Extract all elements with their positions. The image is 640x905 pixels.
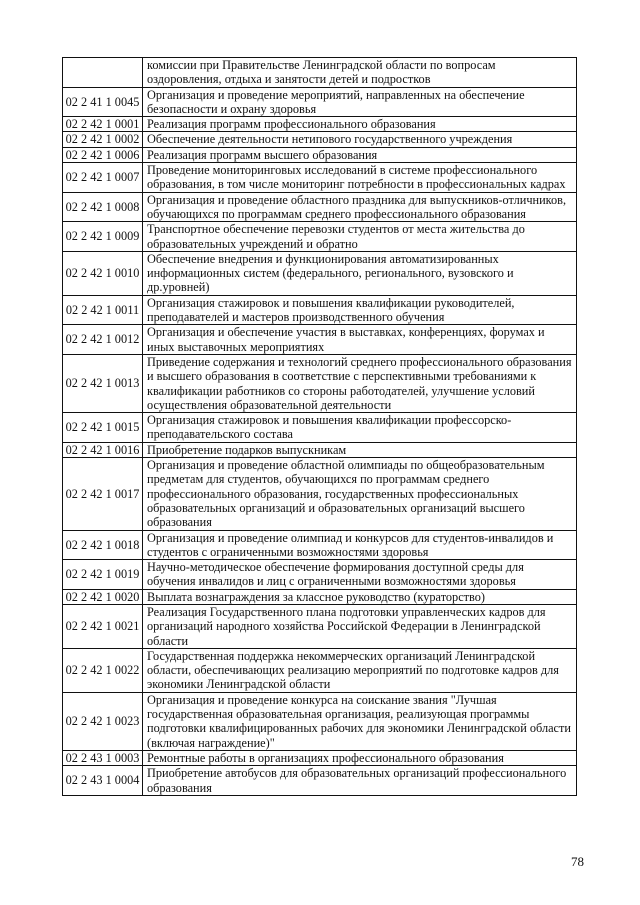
code-cell: 02 2 42 1 0001 (63, 117, 143, 132)
budget-codes-table (62, 57, 577, 796)
description-cell: Организация и проведение областной олимпиады по общеобразовательным предметам для студентов, обучающихся по программам среднего профессионального образования, государственных профессиональных образовательных организаций и образовательных организаций высшего образования (143, 458, 577, 530)
description-cell: Приобретение автобусов для образовательных организаций профессионального образования (143, 766, 577, 796)
description-cell: Проведение мониторинговых исследований в системе профессионального образования, в том числе мониторинг потребности в профессиональных кадрах (143, 163, 577, 193)
table-row (63, 354, 577, 412)
description-cell: Реализация программ профессионального образования (143, 117, 577, 132)
code-cell: 02 2 42 1 0013 (63, 354, 143, 412)
description-cell: Государственная поддержка некоммерческих организаций Ленинградской области, обеспечивающих реализацию мероприятий по подготовке кадров для экономики Ленинградской области (143, 648, 577, 692)
code-cell: 02 2 42 1 0011 (63, 295, 143, 325)
table-row (63, 442, 577, 457)
code-cell: 02 2 42 1 0010 (63, 251, 143, 295)
code-cell: 02 2 42 1 0012 (63, 325, 143, 355)
code-cell (63, 58, 143, 88)
table-row (63, 692, 577, 750)
code-cell: 02 2 43 1 0004 (63, 766, 143, 796)
table-row (63, 222, 577, 252)
table-row (63, 413, 577, 443)
code-cell: 02 2 42 1 0022 (63, 648, 143, 692)
description-cell: Организация и обеспечение участия в выставках, конференциях, форумах и иных выставочных мероприятиях (143, 325, 577, 355)
code-cell: 02 2 42 1 0021 (63, 604, 143, 648)
table-row (63, 589, 577, 604)
code-cell: 02 2 42 1 0016 (63, 442, 143, 457)
page-number: 78 (571, 854, 584, 869)
table-row (63, 530, 577, 560)
description-cell: Ремонтные работы в организациях профессионального образования (143, 750, 577, 765)
table-row (63, 766, 577, 796)
code-cell: 02 2 42 1 0020 (63, 589, 143, 604)
code-cell: 02 2 41 1 0045 (63, 87, 143, 117)
table-row (63, 117, 577, 132)
table-row (63, 192, 577, 222)
description-cell: Организация стажировок и повышения квалификации профессорско-преподавательского состава (143, 413, 577, 443)
description-cell: Научно-методическое обеспечение формирования доступной среды для обучения инвалидов и лиц с ограниченными возможностями здоровья (143, 560, 577, 590)
description-cell: Организация и проведение олимпиад и конкурсов для студентов-инвалидов и студентов с ограниченными возможностями здоровья (143, 530, 577, 560)
code-cell: 02 2 42 1 0006 (63, 147, 143, 162)
table-row (63, 132, 577, 147)
table-row (63, 58, 577, 88)
table-row (63, 295, 577, 325)
description-cell: Приобретение подарков выпускникам (143, 442, 577, 457)
description-cell: Приведение содержания и технологий среднего профессионального образования и высшего образования в соответствие с перспективными требованиями к квалификации работников со стороны работодателей, улучшение условий осуществления образовательной деятельности (143, 354, 577, 412)
code-cell: 02 2 43 1 0003 (63, 750, 143, 765)
description-cell: Обеспечение внедрения и функционирования автоматизированных информационных систем (федерального, регионального, вузовского и др.уровней) (143, 251, 577, 295)
code-cell: 02 2 42 1 0017 (63, 458, 143, 530)
code-cell: 02 2 42 1 0002 (63, 132, 143, 147)
code-cell: 02 2 42 1 0009 (63, 222, 143, 252)
table-row (63, 163, 577, 193)
code-cell: 02 2 42 1 0023 (63, 692, 143, 750)
description-cell: Обеспечение деятельности нетипового государственного учреждения (143, 132, 577, 147)
table-body (63, 58, 577, 796)
code-cell: 02 2 42 1 0015 (63, 413, 143, 443)
document-page (62, 57, 577, 796)
code-cell: 02 2 42 1 0019 (63, 560, 143, 590)
table-row (63, 750, 577, 765)
description-cell: Организация и проведение областного праздника для выпускников-отличников, обучающихся по программам среднего профессионального образования (143, 192, 577, 222)
description-cell: комиссии при Правительстве Ленинградской области по вопросам оздоровления, отдыха и занятости детей и подростков (143, 58, 577, 88)
description-cell: Организация и проведение конкурса на соискание звания "Лучшая государственная образовательная организация, реализующая программы подготовки квалифицированных рабочих для экономики Ленинградской области (включая награждение)" (143, 692, 577, 750)
description-cell: Транспортное обеспечение перевозки студентов от места жительства до образовательных учреждений и обратно (143, 222, 577, 252)
table-row (63, 458, 577, 530)
table-row (63, 325, 577, 355)
table-row (63, 147, 577, 162)
table-row (63, 560, 577, 590)
description-cell: Реализация Государственного плана подготовки управленческих кадров для организаций народного хозяйства Российской Федерации в Ленинградской области (143, 604, 577, 648)
code-cell: 02 2 42 1 0018 (63, 530, 143, 560)
table-row (63, 648, 577, 692)
description-cell: Организация стажировок и повышения квалификации руководителей, преподавателей и мастеров производственного обучения (143, 295, 577, 325)
description-cell: Выплата вознаграждения за классное руководство (кураторство) (143, 589, 577, 604)
table-row (63, 251, 577, 295)
code-cell: 02 2 42 1 0008 (63, 192, 143, 222)
description-cell: Реализация программ высшего образования (143, 147, 577, 162)
table-row (63, 87, 577, 117)
code-cell: 02 2 42 1 0007 (63, 163, 143, 193)
table-row (63, 604, 577, 648)
description-cell: Организация и проведение мероприятий, направленных на обеспечение безопасности и охрану здоровья (143, 87, 577, 117)
